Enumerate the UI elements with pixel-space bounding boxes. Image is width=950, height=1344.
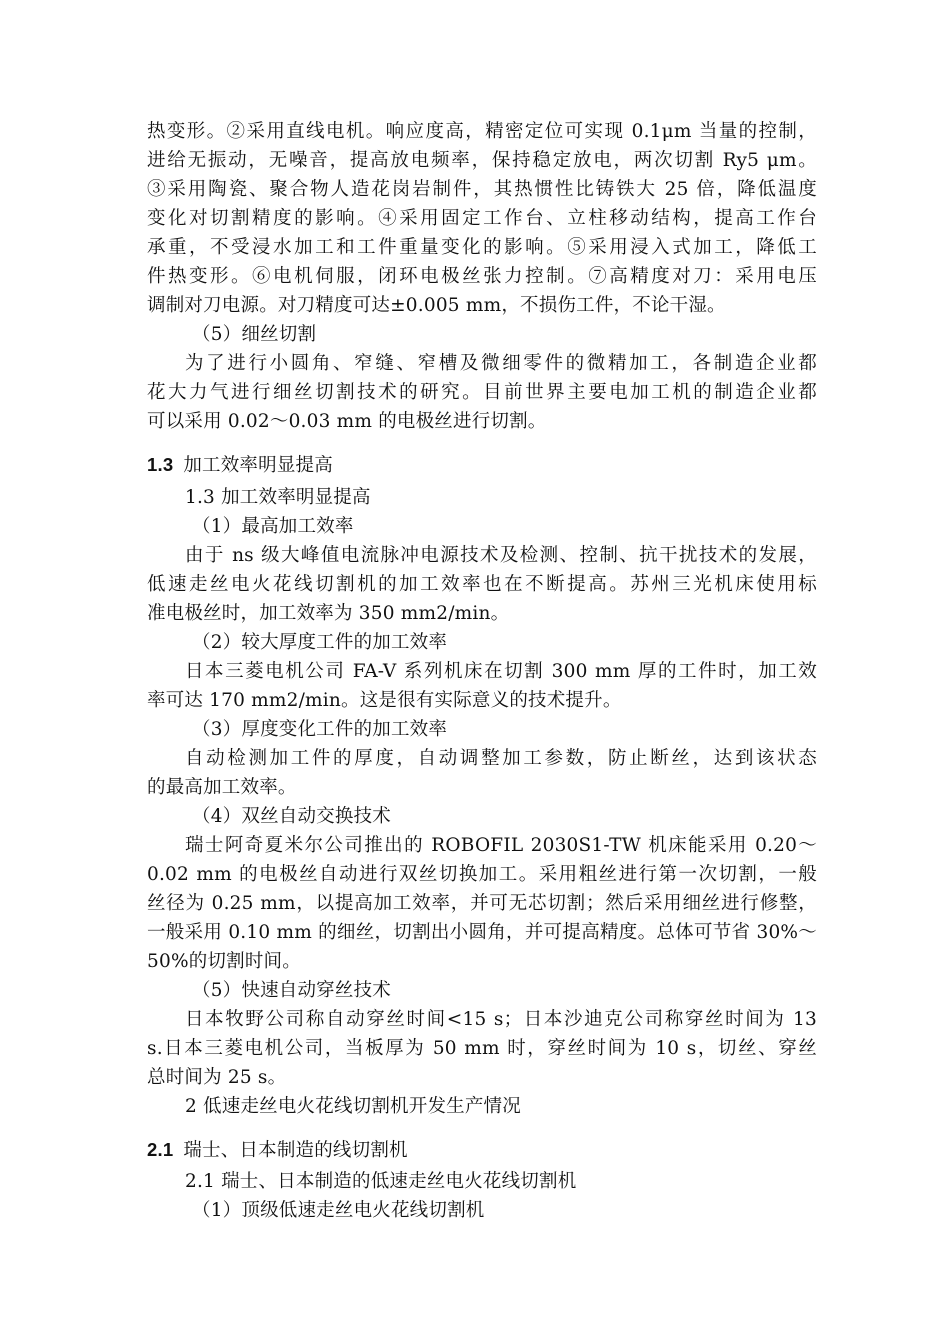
subsection-heading: （4）双丝自动交换技术 xyxy=(192,806,391,827)
paragraph-line: 自动检测加工件的厚度，自动调整加工参数，防止断丝，达到该状态 xyxy=(185,748,817,769)
paragraph-line: 为了进行小圆角、窄缝、窄槽及微细零件的微精加工，各制造企业都 xyxy=(185,353,817,374)
paragraph-line: 的最高加工效率。 xyxy=(147,777,297,798)
paragraph-line: 调制对刀电源。对刀精度可达±0.005 mm，不损伤工件，不论干湿。 xyxy=(147,295,726,316)
section-heading xyxy=(147,1135,817,1165)
section-number: 1.3 xyxy=(147,454,174,475)
subsection-heading: （1）顶级低速走丝电火花线切割机 xyxy=(192,1200,485,1221)
section-title: 加工效率明显提高 xyxy=(183,455,333,476)
section-number: 2.1 xyxy=(147,1139,174,1160)
paragraph-line: 日本牧野公司称自动穿丝时间<15 s；日本沙迪克公司称穿丝时间为 13 xyxy=(185,1009,817,1030)
paragraph-line: s.日本三菱电机公司，当板厚为 50 mm 时，穿丝时间为 10 s，切丝、穿丝 xyxy=(147,1038,817,1059)
paragraph-line: ③采用陶瓷、聚合物人造花岗岩制件，其热惯性比铸铁大 25 倍，降低温度 xyxy=(147,179,817,200)
paragraph-line: 率可达 170 mm2/min。这是很有实际意义的技术提升。 xyxy=(147,690,622,711)
paragraph-line: 花大力气进行细丝切割技术的研究。目前世界主要电加工机的制造企业都 xyxy=(147,382,817,403)
paragraph-line: 变化对切割精度的影响。④采用固定工作台、立柱移动结构，提高工作台 xyxy=(147,208,817,229)
subsection-heading: （5）快速自动穿丝技术 xyxy=(192,980,391,1001)
paragraph-line: 2.1 瑞士、日本制造的低速走丝电火花线切割机 xyxy=(185,1171,577,1192)
paragraph-line: 承重，不受浸水加工和工件重量变化的影响。⑤采用浸入式加工，降低工 xyxy=(147,237,817,258)
subsection-heading: （5）细丝切割 xyxy=(192,324,317,345)
paragraph-line: 日本三菱电机公司 FA-V 系列机床在切割 300 mm 厚的工件时，加工效 xyxy=(185,661,817,682)
paragraph-line: 瑞士阿奇夏米尔公司推出的 ROBOFIL 2030S1-TW 机床能采用 0.20～ xyxy=(185,835,817,856)
paragraph-line: 低速走丝电火花线切割机的加工效率也在不断提高。苏州三光机床使用标 xyxy=(147,574,817,595)
subsection-heading: （1）最高加工效率 xyxy=(192,516,354,537)
paragraph-line: 可以采用 0.02～0.03 mm 的电极丝进行切割。 xyxy=(147,411,547,432)
paragraph-line: 由于 ns 级大峰值电流脉冲电源技术及检测、控制、抗干扰技术的发展， xyxy=(185,545,817,566)
paragraph-line: 0.02 mm 的电极丝自动进行双丝切换加工。采用粗丝进行第一次切割，一般 xyxy=(147,864,817,885)
paragraph-line: 50%的切割时间。 xyxy=(147,951,301,972)
section-heading xyxy=(147,450,817,480)
subsection-heading: （3）厚度变化工件的加工效率 xyxy=(192,719,448,740)
paragraph-line: 准电极丝时，加工效率为 350 mm2/min。 xyxy=(147,603,510,624)
paragraph-line: 热变形。②采用直线电机。响应度高，精密定位可实现 0.1μm 当量的控制， xyxy=(147,121,817,142)
subsection-heading: （2）较大厚度工件的加工效率 xyxy=(192,632,448,653)
section-title: 瑞士、日本制造的线切割机 xyxy=(183,1140,408,1161)
paragraph-line: 2 低速走丝电火花线切割机开发生产情况 xyxy=(185,1096,521,1117)
paragraph-line: 件热变形。⑥电机伺服，闭环电极丝张力控制。⑦高精度对刀：采用电压 xyxy=(147,266,817,287)
paragraph-line: 一般采用 0.10 mm 的细丝，切割出小圆角，并可提高精度。总体可节省 30%～ xyxy=(147,922,817,943)
paragraph-line: 总时间为 25 s。 xyxy=(147,1067,287,1088)
paragraph-line: 丝径为 0.25 mm，以提高加工效率，并可无芯切割；然后采用细丝进行修整， xyxy=(147,893,817,914)
paragraph-line: 1.3 加工效率明显提高 xyxy=(185,487,371,508)
paragraph-line: 进给无振动，无噪音，提高放电频率，保持稳定放电，两次切割 Ry5 μm。 xyxy=(147,150,817,171)
